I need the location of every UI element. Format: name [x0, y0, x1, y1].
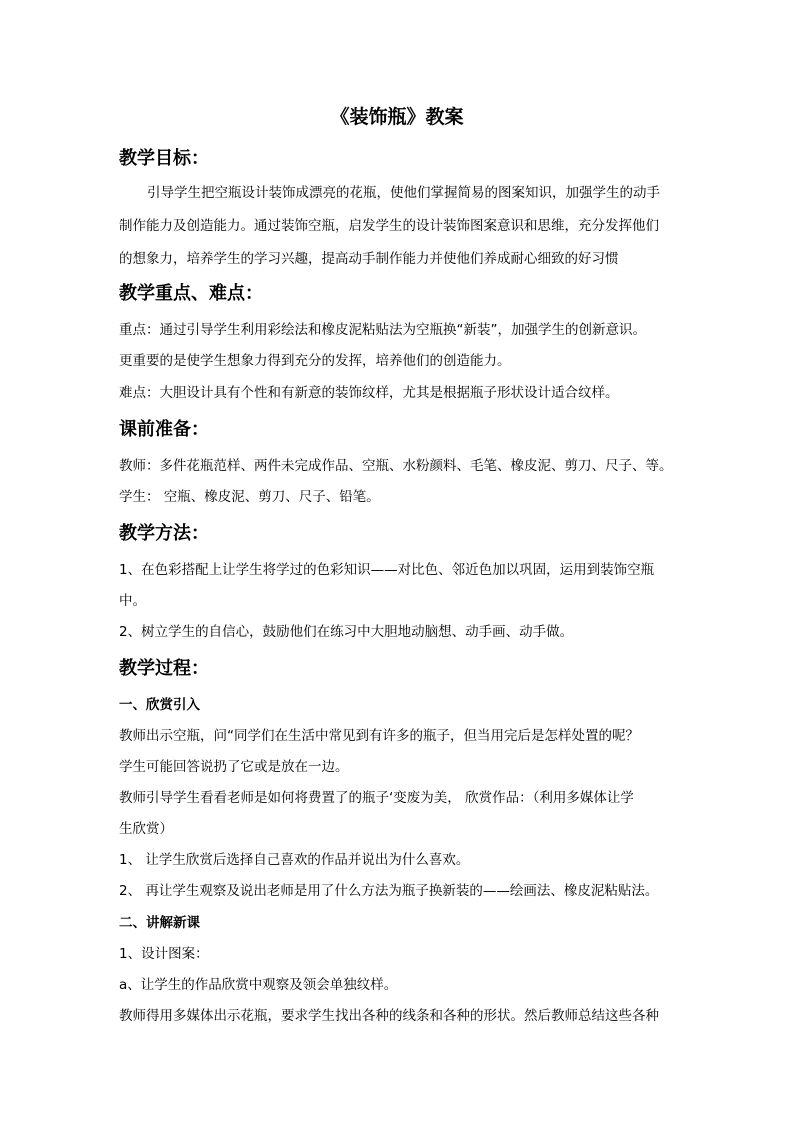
paragraph-line: 引导学生把空瓶设计装饰成漂亮的花瓶，使他们掌握简易的图案知识，加强学生的动手 [147, 185, 660, 201]
paragraph-line: 教师出示空瓶，问“同学们在生活中常见到有许多的瓶子，但当用完后是怎样处置的呢？ [119, 728, 639, 744]
paragraph-line: 重点：通过引导学生利用彩绘法和橡皮泥粘贴法为空瓶换“新装”，加强学生的创新意识。 [119, 322, 646, 338]
paragraph-line: 1、在色彩搭配上让学生将学过的色彩知识——对比色、邻近色加以巩固，运用到装饰空瓶 [119, 562, 655, 578]
paragraph-line: 中。 [119, 593, 146, 609]
paragraph-line: 难点：大胆设计具有个性和有新意的装饰纹样，尤其是根据瓶子形状设计适合纹样。 [119, 385, 619, 401]
subsection-heading-new-lesson: 二、讲解新课 [119, 915, 200, 931]
paragraph-line: 教师得用多媒体出示花瓶，要求学生找出各种的线条和各种的形状。然后教师总结这些各种 [119, 1008, 659, 1024]
document-title: 《装饰瓶》教案 [330, 106, 464, 128]
paragraph-line: 教师：多件花瓶范样、两件未完成作品、空瓶、水粉颜料、毛笔、橡皮泥、剪刀、尺子、等。 [119, 458, 673, 474]
paragraph-line: 更重要的是使学生想象力得到充分的发挥，培养他们的创造能力。 [119, 353, 511, 369]
paragraph-line: 生欣赏） [119, 821, 173, 837]
paragraph-line: 学生： 空瓶、橡皮泥、剪刀、尺子、铅笔。 [119, 489, 380, 505]
section-heading-methods: 教学方法： [119, 523, 209, 544]
section-heading-goals: 教学目标： [119, 148, 209, 169]
paragraph-line: 制作能力及创造能力。通过装饰空瓶，启发学生的设计装饰图案意识和思维，充分发挥他们 [119, 218, 659, 234]
paragraph-line: 1、 让学生欣赏后选择自己喜欢的作品并说出为什么喜欢。 [119, 852, 470, 868]
paragraph-line: 学生可能回答说扔了它或是放在一边。 [119, 759, 349, 775]
subsection-heading-intro: 一、欣赏引入 [119, 697, 200, 713]
paragraph-line: 2、树立学生的自信心，鼓励他们在练习中大胆地动脑想、动手画、动手做。 [119, 624, 574, 640]
paragraph-line: 2、 再让学生观察及说出老师是用了什么方法为瓶子换新装的——绘画法、橡皮泥粘贴法。 [119, 883, 659, 899]
section-heading-process: 教学过程： [119, 658, 209, 679]
paragraph-line: 1、设计图案： [119, 946, 209, 962]
section-heading-key-points: 教学重点、难点： [119, 283, 263, 304]
paragraph-line: 的想象力，培养学生的学习兴趣，提高动手制作能力并使他们养成耐心细致的好习惯 [119, 251, 619, 267]
paragraph-line: 教师引导学生看看老师是如何将费置了的瓶子‘变废为美， 欣赏作品：（利用多媒体让学 [119, 790, 634, 806]
paragraph-line: a、让学生的作品欣赏中观察及领会单独纹样。 [119, 977, 398, 993]
section-heading-preparation: 课前准备： [119, 419, 209, 440]
